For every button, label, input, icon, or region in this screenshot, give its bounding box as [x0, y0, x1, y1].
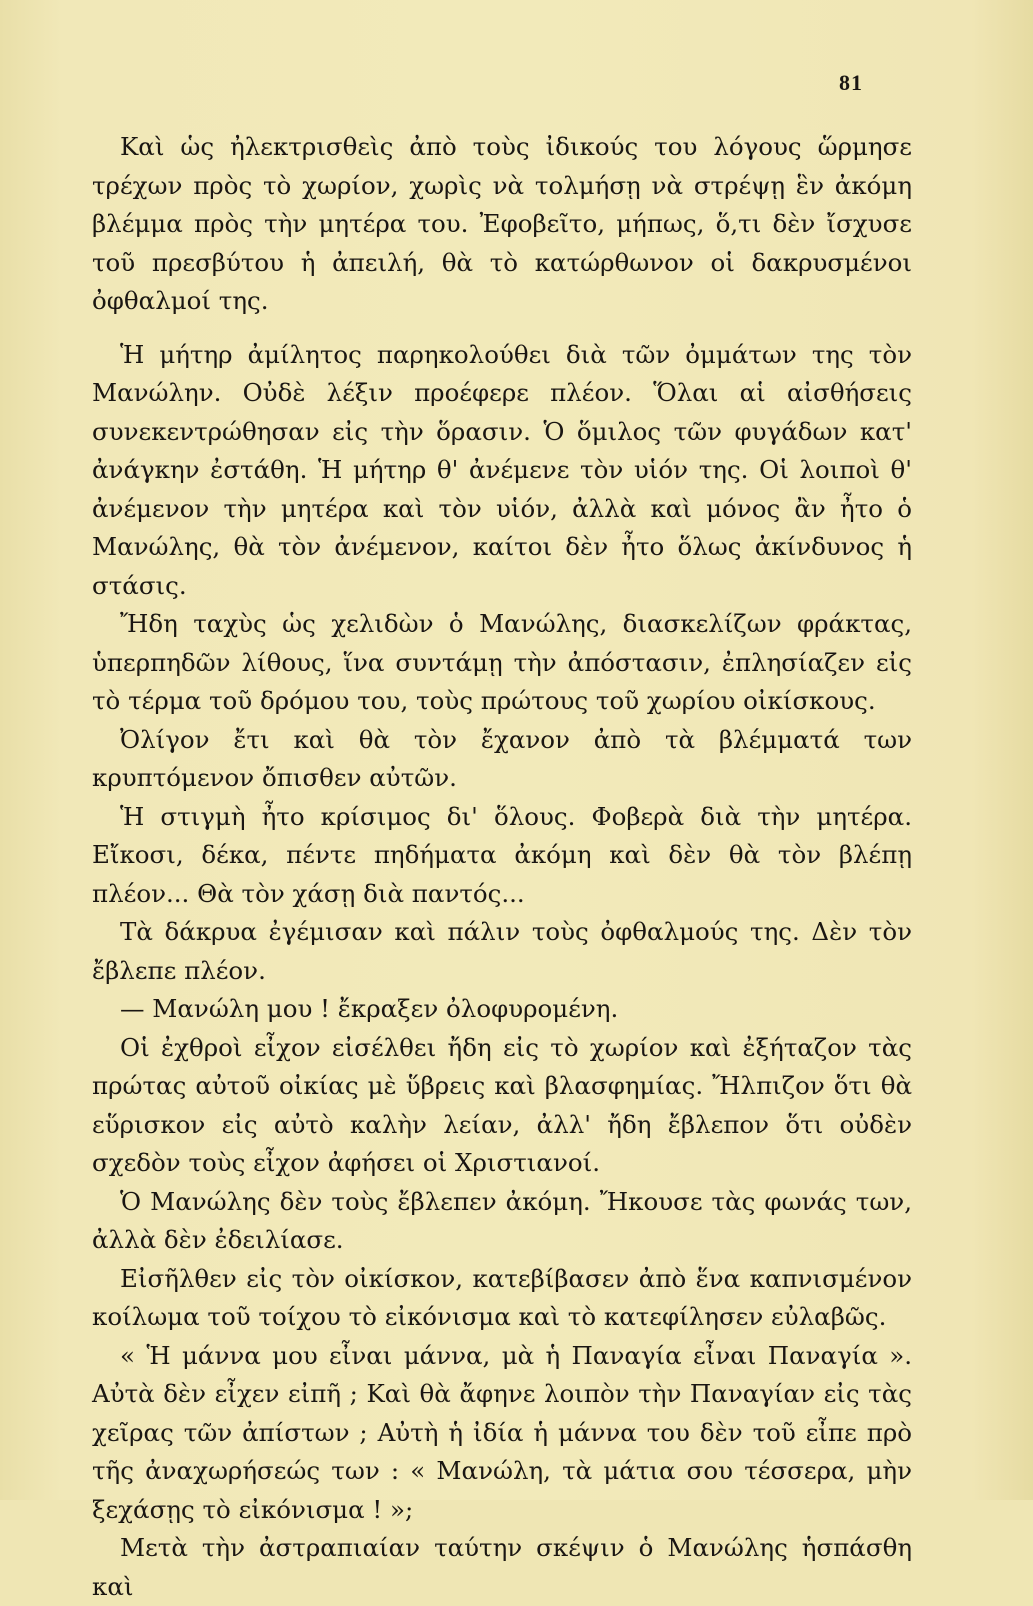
- paragraph-5: Ἡ στιγμὴ ἦτο κρίσιμος δι' ὅλους. Φοβερὰ διὰ τὴν μητέρα. Εἴκοσι, δέκα, πέντε πηδήματα ἀκόμη καὶ δὲν θὰ τὸν βλέπῃ πλέον... Θὰ τὸν χάσῃ διὰ παντός...: [92, 801, 912, 908]
- paragraph-11: « Ἡ μάννα μου εἶναι μάννα, μὰ ἡ Παναγία εἶναι Παναγία ». Αὐτὰ δὲν εἶχεν εἰπῆ ; Καὶ θὰ ἄφηνε λοιπὸν τὴν Παναγίαν εἰς τὰς χεῖρας τῶν ἀπίστων ; Αὐτὴ ἡ ἰδία ἡ μάννα του δὲν τοῦ εἶπε πρὸ τῆς ἀναχωρήσεώς των : « Μανώλη, τὰ μάτια σου τέσσερα, μὴν ξεχάσῃς τὸ εἰκόνισμα ! »;: [92, 1340, 912, 1524]
- paragraph-6: Τὰ δάκρυα ἐγέμισαν καὶ πάλιν τοὺς ὀφθαλμούς της. Δὲν τὸν ἔβλεπε πλέον.: [92, 917, 912, 985]
- paragraph-10: Εἰσῆλθεν εἰς τὸν οἰκίσκον, κατεβίβασεν ἀπὸ ἕνα καπνισμένον κοίλωμα τοῦ τοίχου τὸ εἰκόνισμα καὶ τὸ κατεφίλησεν εὐλαβῶς.: [92, 1263, 912, 1331]
- paragraph-2: Ἡ μήτηρ ἀμίλητος παρηκολούθει διὰ τῶν ὀμμάτων της τὸν Μανώλην. Οὐδὲ λέξιν προέφερε πλέον. Ὅλαι αἱ αἰσθήσεις συνεκεντρώθησαν εἰς τὴν ὅρασιν. Ὁ ὅμιλος τῶν φυγάδων κατ' ἀνάγκην ἐστάθη. Ἡ μήτηρ θ' ἀνέμενε τὸν υἱόν της. Οἱ λοιποὶ θ' ἀνέμενον τὴν μητέρα καὶ τὸν υἱόν, ἀλλὰ καὶ μόνος ἂν ἦτο ὁ Μανώλης, θὰ τὸν ἀνέμενον, καίτοι δὲν ἦτο ὅλως ἀκίνδυνος ἡ στάσις.: [92, 339, 912, 600]
- paragraph-8: Οἱ ἐχθροὶ εἶχον εἰσέλθει ἤδη εἰς τὸ χωρίον καὶ ἐξήταζον τὰς πρώτας αὐτοῦ οἰκίας μὲ ὕβρεις καὶ βλασφημίας. Ἤλπιζον ὅτι θὰ εὕρισκον εἰς αὐτὸ καλὴν λείαν, ἀλλ' ἤδη ἔβλεπον ὅτι οὐδὲν σχεδὸν τοὺς εἶχον ἀφήσει οἱ Χριστιανοί.: [92, 1032, 912, 1177]
- body-text: [92, 128, 912, 1606]
- paragraph-1: Καὶ ὡς ἠλεκτρισθεὶς ἀπὸ τοὺς ἰδικούς του λόγους ὥρμησε τρέχων πρὸς τὸ χωρίον, χωρὶς νὰ τολμήσῃ νὰ στρέψῃ ἓν ἀκόμη βλέμμα πρὸς τὴν μητέρα του. Ἐφοβεῖτο, μήπως, ὅ,τι δὲν ἴσχυσε τοῦ πρεσβύτου ἡ ἀπειλή, θὰ τὸ κατώρθωνον οἱ δακρυσμένοι ὀφθαλμοί της.: [92, 132, 912, 315]
- paragraph-3: Ἤδη ταχὺς ὡς χελιδὼν ὁ Μανώλης, διασκελίζων φράκτας, ὑπερπηδῶν λίθους, ἵνα συντάμῃ τὴν ἀπόστασιν, ἐπλησίαζεν εἰς τὸ τέρμα τοῦ δρόμου του, τοὺς πρώτους τοῦ χωρίου οἰκίσκους.: [92, 609, 912, 715]
- paragraph-12: Μετὰ τὴν ἀστραπιαίαν ταύτην σκέψιν ὁ Μανώλης ἡσπάσθη καὶ: [92, 1533, 912, 1601]
- paragraph-4: Ὀλίγον ἔτι καὶ θὰ τὸν ἔχανον ἀπὸ τὰ βλέμματά των κρυπτόμενον ὄπισθεν αὐτῶν.: [92, 724, 912, 792]
- paragraph-9: Ὁ Μανώλης δὲν τοὺς ἔβλεπεν ἀκόμη. Ἤκουσε τὰς φωνάς των, ἀλλὰ δὲν ἐδειλίασε.: [92, 1186, 912, 1254]
- paragraph-7: — Μανώλη μου ! ἔκραξεν ὀλοφυρομένη.: [120, 994, 619, 1023]
- page-number: 81: [839, 70, 863, 95]
